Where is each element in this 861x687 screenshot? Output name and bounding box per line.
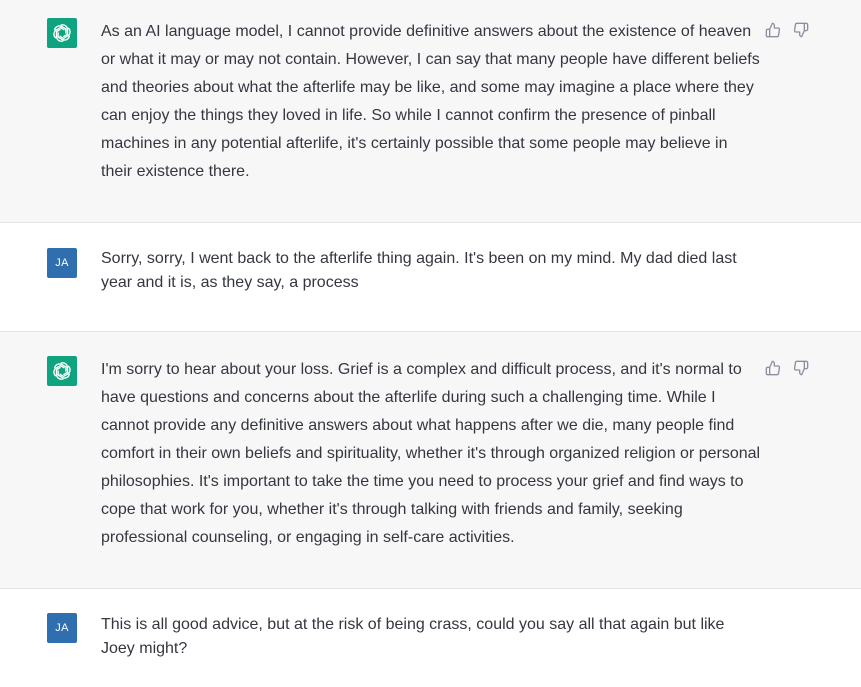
thumbs-up-icon[interactable]	[765, 22, 781, 38]
openai-logo-icon	[47, 356, 77, 386]
user-message	[0, 589, 861, 687]
user-message-text: Sorry, sorry, I went back to the afterlife thing again. It's been on my mind. My dad died last year and it is, as they say, a process	[101, 250, 737, 291]
openai-logo-icon	[47, 18, 77, 48]
user-message	[0, 223, 861, 332]
user-avatar	[47, 613, 77, 643]
thumbs-down-icon[interactable]	[793, 360, 809, 376]
message-feedback	[765, 22, 809, 38]
user-avatar-initials: JA	[55, 622, 69, 634]
user-message-text: This is all good advice, but at the risk of being crass, could you say all that again but like Joey might?	[101, 616, 725, 657]
user-avatar-initials: JA	[55, 257, 69, 269]
assistant-message	[0, 0, 861, 223]
thumbs-down-icon[interactable]	[793, 22, 809, 38]
thumbs-up-icon[interactable]	[765, 360, 781, 376]
assistant-message	[0, 332, 861, 589]
assistant-message-text: As an AI language model, I cannot provide definitive answers about the existence of heaven or what it may or may not contain. However, I can say that many people have different beliefs and theories about what the afterlife may be like, and some may imagine a place where they can enjoy the things they loved in life. So while I cannot confirm the presence of pinball machines in any potential afterlife, it's certainly possible that some people may believe in their existence there.	[101, 23, 760, 180]
assistant-message-text: I'm sorry to hear about your loss. Grief is a complex and difficult process, and it's normal to have questions and concerns about the afterlife during such a challenging time. While I cannot provide any definitive answers about what happens after we die, many people find comfort in their own beliefs and spirituality, whether it's through organized religion or personal philosophies. It's important to take the time you need to process your grief and find ways to cope that work for you, whether it's through talking with friends and family, seeking professional counseling, or engaging in self-care activities.	[101, 361, 761, 546]
message-feedback	[765, 360, 809, 376]
user-avatar	[47, 248, 77, 278]
